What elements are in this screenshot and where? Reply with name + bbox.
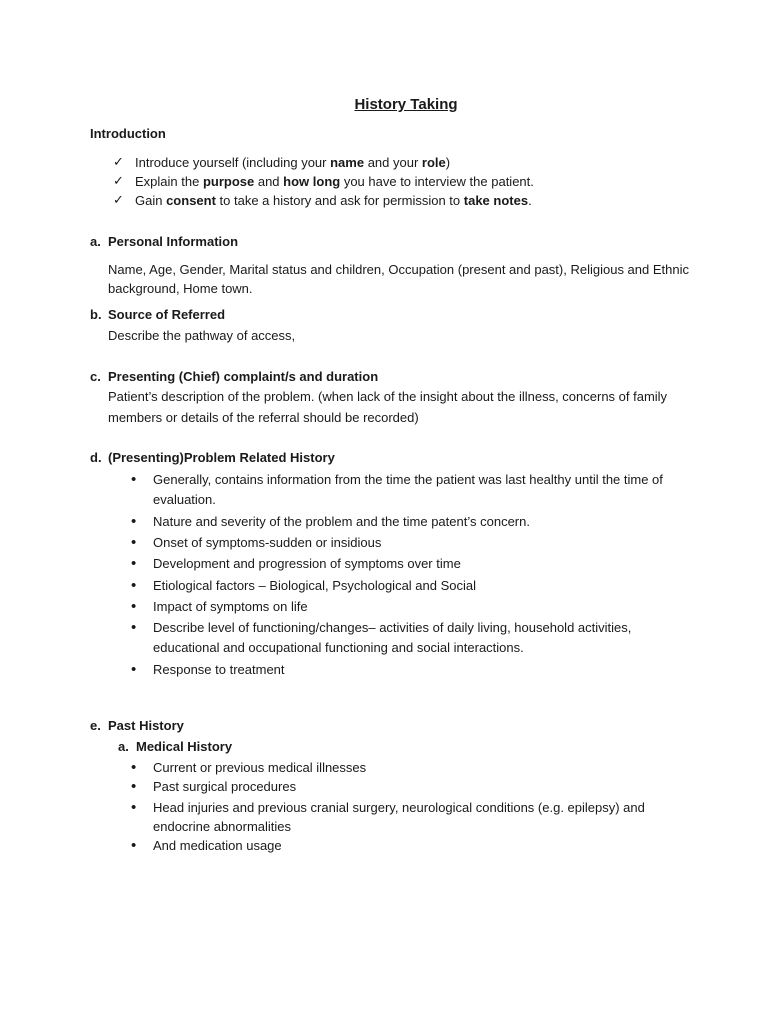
bullet-icon: • — [131, 661, 137, 678]
section-c-text: members or details of the referral should be recorded) — [108, 410, 419, 425]
section-a-heading: Personal Information — [108, 234, 239, 249]
bullet-icon: • — [131, 799, 137, 816]
intro-item-1: Introduce yourself (including your name and your role) — [135, 155, 451, 170]
page-title: History Taking — [354, 96, 458, 113]
section-a-text: Name, Age, Gender, Marital status and children, Occupation (present and past), Religious and Ethnic — [108, 262, 689, 277]
intro-item-2: Explain the purpose and how long you have to interview the patient. — [135, 174, 534, 189]
list-item-continued: endocrine abnormalities — [153, 819, 292, 834]
section-d-marker: d. — [90, 450, 102, 465]
section-a-text: background, Home town. — [108, 281, 253, 296]
list-item: Past surgical procedures — [153, 779, 297, 794]
section-b-text: Describe the pathway of access, — [108, 328, 296, 343]
list-item: Current or previous medical illnesses — [153, 760, 367, 775]
section-c-marker: c. — [90, 369, 101, 384]
introduction-heading: Introduction — [90, 126, 166, 141]
section-a-marker: a. — [90, 234, 101, 249]
section-b-marker: b. — [90, 307, 102, 322]
section-e-sub-heading: Medical History — [136, 739, 233, 754]
check-icon: ✓ — [113, 173, 124, 188]
list-item: Development and progression of symptoms over time — [153, 556, 461, 571]
list-item: Describe level of functioning/changes– activities of daily living, household activities, — [153, 620, 632, 635]
section-c-heading: Presenting (Chief) complaint/s and duration — [108, 369, 379, 384]
bullet-icon: • — [131, 577, 137, 594]
list-item: Head injuries and previous cranial surgery, neurological conditions (e.g. epilepsy) and — [153, 800, 645, 815]
list-item: Etiological factors – Biological, Psychological and Social — [153, 578, 477, 593]
list-item: Impact of symptoms on life — [153, 599, 308, 614]
section-d-heading: (Presenting)Problem Related History — [108, 450, 335, 465]
list-item-continued: educational and occupational functioning and social interactions. — [153, 640, 524, 655]
bullet-icon: • — [131, 837, 137, 854]
list-item: Response to treatment — [153, 662, 285, 677]
section-b-heading: Source of Referred — [108, 307, 226, 322]
bullet-icon: • — [131, 598, 137, 615]
list-item: Generally, contains information from the time the patient was last healthy until the time of — [153, 472, 663, 487]
bullet-icon: • — [131, 555, 137, 572]
check-icon: ✓ — [113, 192, 124, 207]
bullet-icon: • — [131, 619, 137, 636]
section-e-marker: e. — [90, 718, 101, 733]
check-icon: ✓ — [113, 154, 124, 169]
bullet-icon: • — [131, 471, 137, 488]
section-c-text: Patient’s description of the problem. (when lack of the insight about the illness, concerns of family — [108, 389, 668, 404]
list-item-continued: evaluation. — [153, 492, 216, 507]
intro-item-3: Gain consent to take a history and ask for permission to take notes. — [135, 193, 532, 208]
section-e-heading: Past History — [108, 718, 184, 733]
bullet-icon: • — [131, 534, 137, 551]
list-item: Onset of symptoms-sudden or insidious — [153, 535, 382, 550]
bullet-icon: • — [131, 759, 137, 776]
bullet-icon: • — [131, 778, 137, 795]
bullet-icon: • — [131, 513, 137, 530]
list-item: Nature and severity of the problem and the time patent’s concern. — [153, 514, 530, 529]
section-e-sub-marker: a. — [118, 739, 129, 754]
list-item: And medication usage — [153, 838, 282, 853]
